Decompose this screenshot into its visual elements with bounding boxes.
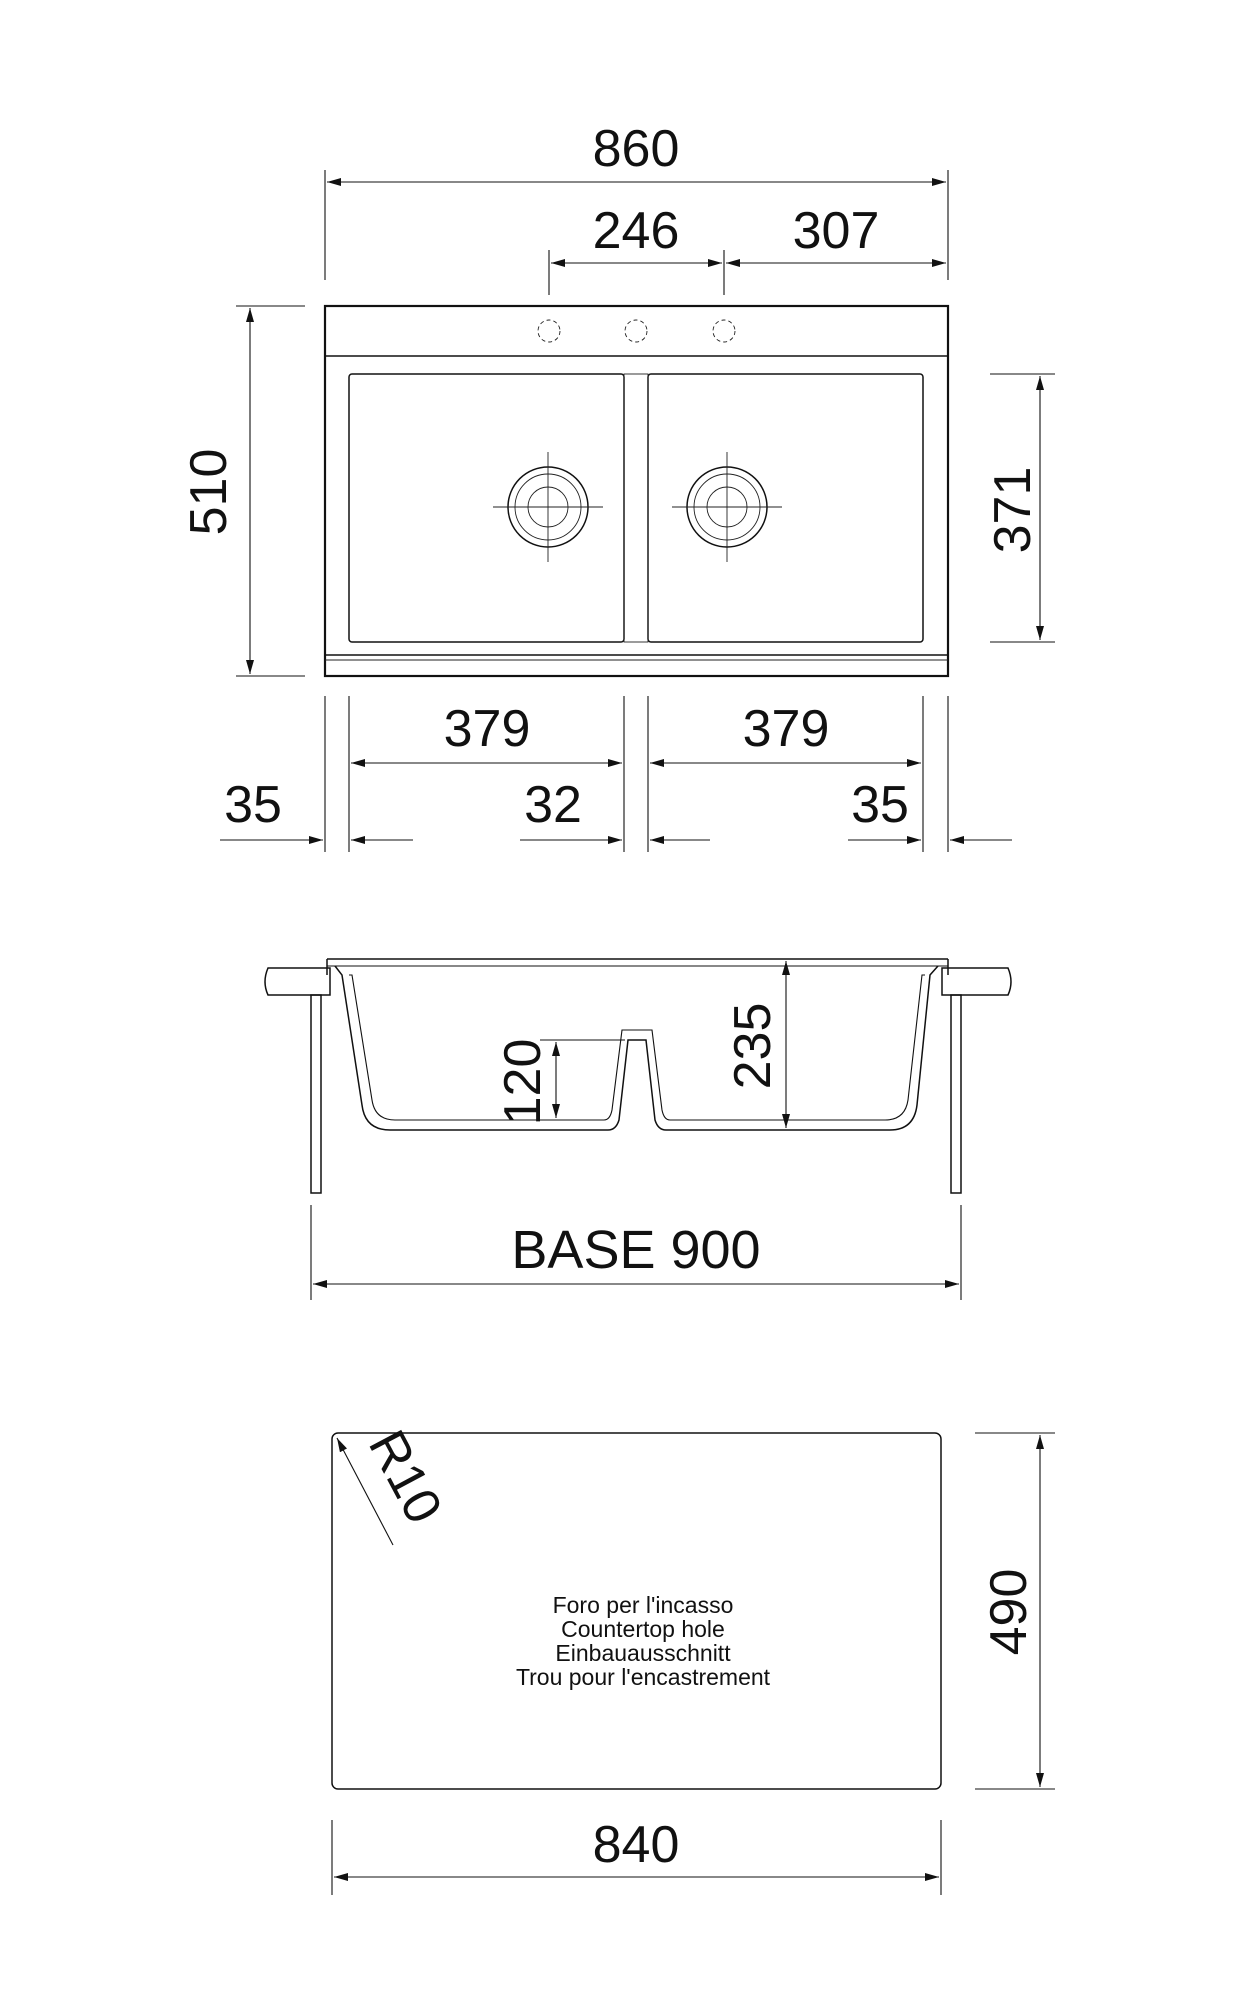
sink-bowl-inner bbox=[349, 975, 925, 1120]
left-bowl bbox=[349, 374, 624, 642]
section-view bbox=[265, 959, 1011, 1300]
right-drain bbox=[672, 452, 782, 562]
tap-hole-center bbox=[625, 320, 647, 342]
dim-right-bowl-width: 379 bbox=[742, 700, 830, 758]
note-line-3: Einbauausschnitt bbox=[555, 1640, 731, 1666]
dim-overall-width: 860 bbox=[592, 120, 680, 178]
dim-overall-depth: 510 bbox=[180, 448, 238, 536]
dim-left-bowl-width: 379 bbox=[443, 700, 531, 758]
dim-center-divider: 32 bbox=[524, 776, 582, 834]
cutout-view bbox=[332, 1421, 1055, 1895]
dim-base-label: BASE 900 bbox=[511, 1220, 761, 1280]
dim-right-rim: 35 bbox=[851, 776, 909, 834]
top-view bbox=[180, 120, 1055, 852]
sink-bowl-outer bbox=[335, 966, 938, 1130]
dim-cutout-depth: 490 bbox=[980, 1568, 1038, 1656]
tap-hole-right bbox=[713, 320, 735, 342]
sink-outline bbox=[325, 306, 948, 676]
tap-hole-left bbox=[538, 320, 560, 342]
cabinet-side-right bbox=[951, 995, 961, 1193]
note-line-4: Trou pour l'encastrement bbox=[515, 1664, 771, 1690]
dim-tap-offset: 307 bbox=[792, 202, 880, 260]
dim-divider-height: 120 bbox=[494, 1038, 552, 1126]
dim-cutout-width: 840 bbox=[592, 1816, 680, 1874]
dim-bowl-depth: 371 bbox=[984, 466, 1042, 554]
bowl-divider bbox=[624, 374, 648, 642]
dim-left-rim: 35 bbox=[224, 776, 282, 834]
note-line-1: Foro per l'incasso bbox=[552, 1592, 734, 1618]
dim-tap-spacing: 246 bbox=[592, 202, 680, 260]
dim-bowl-height: 235 bbox=[724, 1002, 782, 1090]
right-bowl bbox=[648, 374, 923, 642]
dim-corner-radius: R10 bbox=[357, 1421, 454, 1533]
note-line-2: Countertop hole bbox=[561, 1616, 725, 1642]
left-drain bbox=[493, 452, 603, 562]
countertop-right bbox=[942, 968, 1011, 995]
countertop-left bbox=[265, 968, 330, 995]
cabinet-side-left bbox=[311, 995, 321, 1193]
